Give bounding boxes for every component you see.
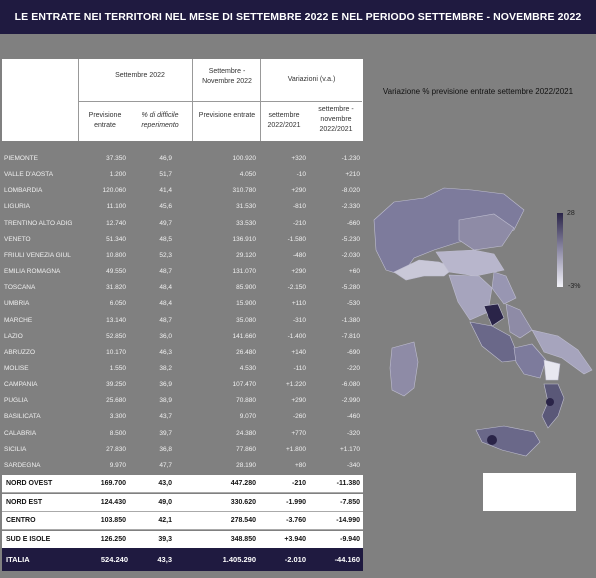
summary-cell-prev3: 330.620 xyxy=(230,498,256,506)
cell-var2: -8.020 xyxy=(341,187,360,195)
table-row xyxy=(2,442,363,458)
map-dark-spot xyxy=(488,309,500,321)
cell-region: TOSCANA xyxy=(4,284,36,292)
cell-prev3: 70.880 xyxy=(236,397,256,405)
cell-prev3: 77.860 xyxy=(236,445,256,453)
cell-region: MARCHE xyxy=(4,316,33,324)
header-group-periodo: Settembre - Novembre 2022 xyxy=(202,68,252,85)
cell-var1: -1.400 xyxy=(287,332,306,340)
table-row xyxy=(2,345,363,361)
map-sardegna xyxy=(390,342,418,396)
header-col-previsione: Previsione entrate xyxy=(88,112,122,129)
map-sicilia xyxy=(476,426,540,456)
cell-var2: -5.280 xyxy=(341,284,360,292)
cell-diff: 36,9 xyxy=(159,381,172,389)
cell-var2: -340 xyxy=(346,461,360,469)
summary-row xyxy=(2,475,363,493)
cell-region: LIGURIA xyxy=(4,203,31,211)
map-marche xyxy=(492,272,516,304)
cell-diff: 48,4 xyxy=(159,284,172,292)
cell-var2: -7.810 xyxy=(341,332,360,340)
cell-prev: 39.250 xyxy=(106,381,126,389)
map-basilicata xyxy=(544,360,560,380)
cell-var1: +290 xyxy=(291,397,306,405)
cell-var1: -810 xyxy=(292,203,306,211)
header-divider xyxy=(78,101,362,102)
cell-prev: 13.140 xyxy=(106,316,126,324)
cell-diff: 38,9 xyxy=(159,397,172,405)
cell-prev3: 141.660 xyxy=(232,332,256,340)
cell-var2: +210 xyxy=(345,171,360,179)
table-row xyxy=(2,183,363,199)
cell-var1: -260 xyxy=(292,413,306,421)
table-row xyxy=(2,313,363,329)
summary-row xyxy=(2,494,363,512)
summary-cell-diff: 43,0 xyxy=(158,480,172,487)
cell-var1: +770 xyxy=(291,429,306,437)
cell-region: PUGLIA xyxy=(4,397,28,405)
map-header xyxy=(363,59,594,141)
cell-var2: -460 xyxy=(346,413,360,421)
cell-diff: 52,3 xyxy=(159,251,172,259)
total-prev: 524.240 xyxy=(100,555,128,564)
header-group-settembre: Settembre 2022 xyxy=(115,72,165,79)
header-col-previsione-periodo: Previsione entrate xyxy=(198,112,256,119)
cell-region: LOMBARDIA xyxy=(4,187,43,195)
cell-var1: -1.580 xyxy=(287,235,306,243)
cell-prev3: 28.190 xyxy=(236,461,256,469)
cell-diff: 47,7 xyxy=(159,461,172,469)
total-label: ITALIA xyxy=(6,555,30,564)
legend-gradient xyxy=(557,213,563,287)
cell-var2: -320 xyxy=(346,429,360,437)
summary-cell-region: NORD OVEST xyxy=(6,480,53,487)
header-divider xyxy=(78,59,79,141)
table-row xyxy=(2,329,363,345)
cell-var2: -1.380 xyxy=(341,316,360,324)
summary-cell-var1: -1.990 xyxy=(286,498,306,506)
total-var2: -44.160 xyxy=(334,555,360,564)
cell-diff: 43,7 xyxy=(159,413,172,421)
cell-var1: +290 xyxy=(291,268,306,276)
cell-prev: 120.060 xyxy=(102,187,126,195)
cell-prev3: 131.070 xyxy=(232,268,256,276)
cell-diff: 36,8 xyxy=(159,445,172,453)
cell-diff: 48,7 xyxy=(159,316,172,324)
cell-prev3: 107.470 xyxy=(232,381,256,389)
cell-diff: 46,9 xyxy=(159,155,172,162)
cell-var1: +110 xyxy=(291,300,306,308)
total-row xyxy=(2,548,363,571)
summary-cell-prev3: 278.540 xyxy=(230,517,256,524)
cell-region: FRIULI VENEZIA GIUL xyxy=(4,251,71,259)
cell-prev3: 29.120 xyxy=(236,251,256,259)
total-diff: 43,3 xyxy=(157,555,172,564)
cell-var1: -310 xyxy=(292,316,306,324)
summary-cell-region: NORD EST xyxy=(6,498,43,506)
summary-cell-prev: 103.850 xyxy=(100,517,126,524)
cell-region: CAMPANIA xyxy=(4,381,38,389)
cell-diff: 48,5 xyxy=(159,235,172,243)
cell-var1: +290 xyxy=(291,187,306,195)
cell-var2: -2.330 xyxy=(341,203,360,211)
total-var1: -2.010 xyxy=(284,555,306,564)
table-row xyxy=(2,280,363,296)
cell-prev: 25.680 xyxy=(106,397,126,405)
cell-diff: 48,4 xyxy=(159,300,172,308)
cell-prev3: 85.900 xyxy=(236,284,256,292)
table-row xyxy=(2,426,363,442)
cell-var2: +60 xyxy=(348,268,360,276)
cell-prev: 27.830 xyxy=(106,445,126,453)
cell-prev3: 26.480 xyxy=(236,348,256,356)
cell-region: VENETO xyxy=(4,235,31,243)
cell-region: CALABRIA xyxy=(4,429,37,437)
table-row xyxy=(2,393,363,409)
summary-cell-region: CENTRO xyxy=(6,517,36,524)
cell-prev: 51.340 xyxy=(106,235,126,243)
cell-diff: 46,3 xyxy=(159,348,172,356)
map-toscana xyxy=(449,275,492,320)
cell-diff: 39,7 xyxy=(159,429,172,437)
header-col-var-settembre: settembre 2022/2021 xyxy=(267,112,301,129)
table-row xyxy=(2,199,363,215)
table-row xyxy=(2,167,363,183)
table-row xyxy=(2,232,363,248)
cell-var1: -10 xyxy=(296,171,306,179)
cell-diff: 41,4 xyxy=(159,187,172,195)
cell-prev3: 24.380 xyxy=(236,429,256,437)
cell-prev3: 33.530 xyxy=(236,219,256,227)
header-group-variazioni: Variazioni (v.a.) xyxy=(287,76,336,83)
map-title: Variazione % previsione entrate settembre 2022/2021 xyxy=(382,87,574,96)
cell-region: SICILIA xyxy=(4,445,27,453)
cell-prev: 6.050 xyxy=(109,300,126,308)
cell-var2: -2.030 xyxy=(341,251,360,259)
cell-prev: 31.820 xyxy=(106,284,126,292)
table-row xyxy=(2,296,363,312)
map-campania xyxy=(514,344,546,378)
header-col-difficile: % di difficile reperimento xyxy=(141,112,179,129)
cell-var1: +1.800 xyxy=(285,445,306,453)
map-abruzzo xyxy=(506,304,532,338)
cell-diff: 36,0 xyxy=(159,332,172,340)
summary-row xyxy=(2,512,363,530)
cell-prev3: 136.910 xyxy=(232,235,256,243)
cell-region: PIEMONTE xyxy=(4,155,38,162)
cell-region: BASILICATA xyxy=(4,413,41,421)
cell-prev3: 4.530 xyxy=(239,364,256,372)
cell-var1: -480 xyxy=(292,251,306,259)
summary-row xyxy=(2,531,363,549)
cell-prev: 3.300 xyxy=(109,413,126,421)
table-header xyxy=(2,59,363,141)
table-row xyxy=(2,248,363,264)
legend-min: -3% xyxy=(568,283,581,290)
cell-var2: +1.170 xyxy=(339,445,360,453)
table-row xyxy=(2,264,363,280)
map-calabria xyxy=(542,384,564,428)
summary-cell-prev3: 348.850 xyxy=(230,535,256,543)
cell-var1: +140 xyxy=(291,348,306,356)
summary-cell-var2: -9.940 xyxy=(340,535,360,543)
page-title: LE ENTRATE NEI TERRITORI NEL MESE DI SETTEMBRE 2022 E NEL PERIODO SETTEMBRE - NOVEMBRE 2022 xyxy=(0,0,596,34)
cell-prev: 1.550 xyxy=(109,364,126,372)
cell-diff: 49,7 xyxy=(159,219,172,227)
legend-max: 28 xyxy=(567,210,575,217)
cell-region: SARDEGNA xyxy=(4,461,41,469)
cell-region: ABRUZZO xyxy=(4,348,36,356)
cell-diff: 48,7 xyxy=(159,268,172,276)
summary-cell-diff: 39,3 xyxy=(158,535,172,543)
cell-prev3: 35.080 xyxy=(236,316,256,324)
cell-var2: -1.230 xyxy=(341,155,360,162)
summary-cell-prev: 126.250 xyxy=(100,535,126,543)
cell-region: UMBRIA xyxy=(4,300,30,308)
cell-var2: -220 xyxy=(346,364,360,372)
cell-var1: -2.150 xyxy=(287,284,306,292)
summary-cell-prev: 169.700 xyxy=(100,480,126,487)
cell-var2: -690 xyxy=(346,348,360,356)
cell-prev: 49.550 xyxy=(106,268,126,276)
cell-prev3: 15.900 xyxy=(236,300,256,308)
summary-cell-region: SUD E ISOLE xyxy=(6,535,51,543)
cell-diff: 51,7 xyxy=(159,171,172,179)
cell-prev3: 31.530 xyxy=(236,203,256,211)
cell-var1: -110 xyxy=(293,364,306,372)
cell-region: TRENTINO ALTO ADIG xyxy=(4,219,73,227)
cell-region: LAZIO xyxy=(4,332,23,340)
cell-var1: +1.220 xyxy=(285,381,306,389)
cell-region: EMILIA ROMAGNA xyxy=(4,268,61,276)
cell-diff: 45,6 xyxy=(159,203,172,211)
summary-cell-var1: -210 xyxy=(291,480,306,487)
summary-cell-diff: 42,1 xyxy=(158,517,172,524)
summary-cell-prev: 124.430 xyxy=(100,498,126,506)
cell-var2: -660 xyxy=(346,219,360,227)
cell-diff: 38,2 xyxy=(159,364,172,372)
table-row xyxy=(2,151,363,167)
cell-prev: 37.350 xyxy=(106,155,126,162)
cell-var1: +320 xyxy=(291,155,306,162)
summary-cell-var2: -14.990 xyxy=(336,517,360,524)
cell-region: MOLISE xyxy=(4,364,29,372)
table-row xyxy=(2,216,363,232)
cell-var2: -6.080 xyxy=(341,381,360,389)
cell-prev: 9.970 xyxy=(109,461,126,469)
cell-var2: -5.230 xyxy=(341,235,360,243)
map-dark-spot xyxy=(487,435,497,445)
header-divider xyxy=(192,59,193,141)
header-col-var-periodo: settembre - novembre 2022/2021 xyxy=(318,106,354,133)
cell-prev3: 310.780 xyxy=(232,187,256,195)
cell-var1: -210 xyxy=(292,219,306,227)
summary-cell-var2: -7.850 xyxy=(340,498,360,506)
summary-cell-var1: +3.940 xyxy=(284,535,306,543)
cell-var1: +80 xyxy=(294,461,306,469)
table-row xyxy=(2,361,363,377)
cell-prev: 10.170 xyxy=(106,348,126,356)
cell-prev: 1.200 xyxy=(109,171,126,179)
cell-var2: -2.990 xyxy=(341,397,360,405)
map-dark-spot xyxy=(546,398,554,406)
summary-cell-prev3: 447.280 xyxy=(230,480,256,487)
cell-region: VALLE D'AOSTA xyxy=(4,171,54,179)
summary-cell-var1: -3.760 xyxy=(286,517,306,524)
cell-prev3: 9.070 xyxy=(239,413,256,421)
total-prev3: 1.405.290 xyxy=(222,555,256,564)
cell-prev3: 4.050 xyxy=(239,171,256,179)
cell-prev: 52.850 xyxy=(106,332,126,340)
cell-prev3: 100.920 xyxy=(232,155,256,162)
cell-var2: -530 xyxy=(346,300,360,308)
empty-box xyxy=(483,473,576,511)
table-row xyxy=(2,458,363,474)
table-row xyxy=(2,377,363,393)
table-row xyxy=(2,409,363,425)
summary-cell-var2: -11.380 xyxy=(336,480,360,487)
summary-cell-diff: 49,0 xyxy=(158,498,172,506)
cell-prev: 11.100 xyxy=(106,203,126,211)
cell-prev: 12.740 xyxy=(106,219,126,227)
cell-prev: 10.800 xyxy=(106,251,126,259)
cell-prev: 8.500 xyxy=(109,429,126,437)
